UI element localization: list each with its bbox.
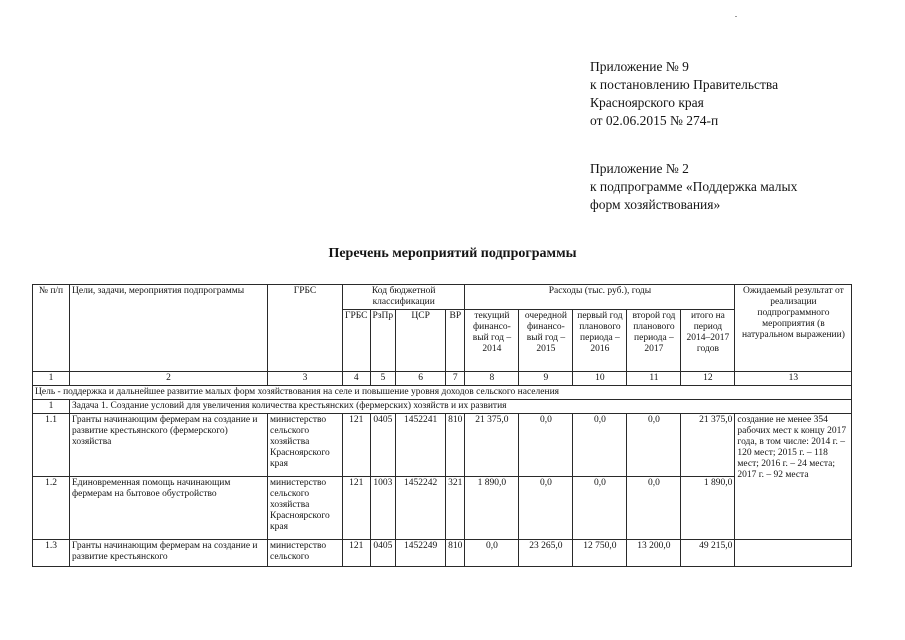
row-grbs: 121 (343, 414, 371, 477)
row-2015: 0,0 (519, 477, 573, 540)
row-2017: 13 200,0 (627, 540, 681, 567)
subheader-2015: очередной финансо-вый год – 2015 (519, 310, 573, 372)
result-cell-empty (735, 540, 852, 567)
row-total: 21 375,0 (681, 414, 735, 477)
row-name: Гранты начинающим фермерам на создание и развитие крестьянского (фермерского) хозяйства (70, 414, 268, 477)
row-name: Гранты начинающим фермерам на создание и развитие крестьянского (70, 540, 268, 567)
column-number: 4 (343, 372, 371, 386)
subheader-csr: ЦСР (396, 310, 446, 372)
row-2017: 0,0 (627, 477, 681, 540)
appendix-2-line2: к подпрограмме «Поддержка малых (590, 179, 798, 194)
row-grbs-name: министерство сельского хозяйства Красноярского края (268, 477, 343, 540)
row-num: 1.3 (33, 540, 70, 567)
row-grbs: 121 (343, 477, 371, 540)
header-goals: Цели, задачи, мероприятия подпрограммы (70, 285, 268, 372)
subheader-2014: текущий финансо-вый год – 2014 (465, 310, 519, 372)
row-num: 1.2 (33, 477, 70, 540)
goal-text: Цель - поддержка и дальнейшее развитие малых форм хозяйствования на селе и повышение уровня доходов сельского населения (33, 386, 852, 400)
appendix-9-line2: к постановлению Правительства (590, 77, 779, 92)
table-row (33, 540, 852, 567)
column-number: 11 (627, 372, 681, 386)
expected-result: создание не менее 354 рабочих мест к концу 2017 года, в том числе: 2014 г. – 120 мест; 2015 г. – 118 мест; 2016 г. – 24 места; 2017 г. – 92 места (735, 414, 852, 540)
column-number: 1 (33, 372, 70, 386)
measures-table (32, 284, 852, 567)
appendix-9-line3: Красноярского края (590, 95, 704, 110)
row-2016: 0,0 (573, 414, 627, 477)
header-result: Ожидаемый результат от реализации подпрограммного мероприятия (в натуральном выражении) (735, 285, 852, 372)
goal-row (33, 386, 852, 400)
row-grbs-name: министерство сельского хозяйства Красноярского края (268, 414, 343, 477)
header-expenses: Расходы (тыс. руб.), годы (465, 285, 735, 310)
subheader-2016: первый год планового периода – 2016 (573, 310, 627, 372)
task-num: 1 (33, 400, 70, 414)
appendix-2-header (590, 160, 797, 214)
row-grbs: 121 (343, 540, 371, 567)
column-number: 7 (446, 372, 465, 386)
column-number: 12 (681, 372, 735, 386)
appendix-2-line3: форм хозяйствования» (590, 197, 721, 212)
document-title: Перечень мероприятий подпрограммы (328, 246, 577, 261)
header-row-1 (33, 285, 852, 310)
column-number: 3 (268, 372, 343, 386)
subheader-total: итого на период 2014–2017 годов (681, 310, 735, 372)
task-row (33, 400, 852, 414)
row-2017: 0,0 (627, 414, 681, 477)
row-2016: 0,0 (573, 477, 627, 540)
column-number-row (33, 372, 852, 386)
row-name: Единовременная помощь начинающим фермерам на бытовое обустройство (70, 477, 268, 540)
row-2014: 0,0 (465, 540, 519, 567)
column-number: 13 (735, 372, 852, 386)
appendix-9-header (590, 58, 778, 130)
scan-speck (735, 16, 737, 17)
appendix-2-line1: Приложение № 2 (590, 161, 689, 176)
column-number: 6 (396, 372, 446, 386)
row-rzpr: 1003 (370, 477, 396, 540)
row-total: 49 215,0 (681, 540, 735, 567)
row-num: 1.1 (33, 414, 70, 477)
row-grbs-name: министерство сельского (268, 540, 343, 567)
header-num: № п/п (33, 285, 70, 372)
row-csr: 1452249 (396, 540, 446, 567)
table-row (33, 477, 852, 540)
subheader-2017: второй год планового периода – 2017 (627, 310, 681, 372)
row-vr: 810 (446, 414, 465, 477)
row-2016: 12 750,0 (573, 540, 627, 567)
row-rzpr: 0405 (370, 414, 396, 477)
row-csr: 1452242 (396, 477, 446, 540)
subheader-rzpr: РзПр (370, 310, 396, 372)
row-total: 1 890,0 (681, 477, 735, 540)
row-2014: 21 375,0 (465, 414, 519, 477)
column-number: 5 (370, 372, 396, 386)
column-number: 10 (573, 372, 627, 386)
task-text: Задача 1. Создание условий для увеличения количества крестьянских (фермерских) хозяйств и их развития (70, 400, 852, 414)
appendix-9-line4: от 02.06.2015 № 274-п (590, 113, 719, 128)
column-number: 8 (465, 372, 519, 386)
row-rzpr: 0405 (370, 540, 396, 567)
header-grbs: ГРБС (268, 285, 343, 372)
column-number: 9 (519, 372, 573, 386)
subheader-grbs: ГРБС (343, 310, 371, 372)
header-budget-code: Код бюджетной классификации (343, 285, 465, 310)
row-2015: 23 265,0 (519, 540, 573, 567)
table-row (33, 414, 852, 477)
row-vr: 810 (446, 540, 465, 567)
row-vr: 321 (446, 477, 465, 540)
row-2014: 1 890,0 (465, 477, 519, 540)
row-csr: 1452241 (396, 414, 446, 477)
subheader-vr: ВР (446, 310, 465, 372)
column-number: 2 (70, 372, 268, 386)
appendix-9-line1: Приложение № 9 (590, 59, 689, 74)
row-2015: 0,0 (519, 414, 573, 477)
